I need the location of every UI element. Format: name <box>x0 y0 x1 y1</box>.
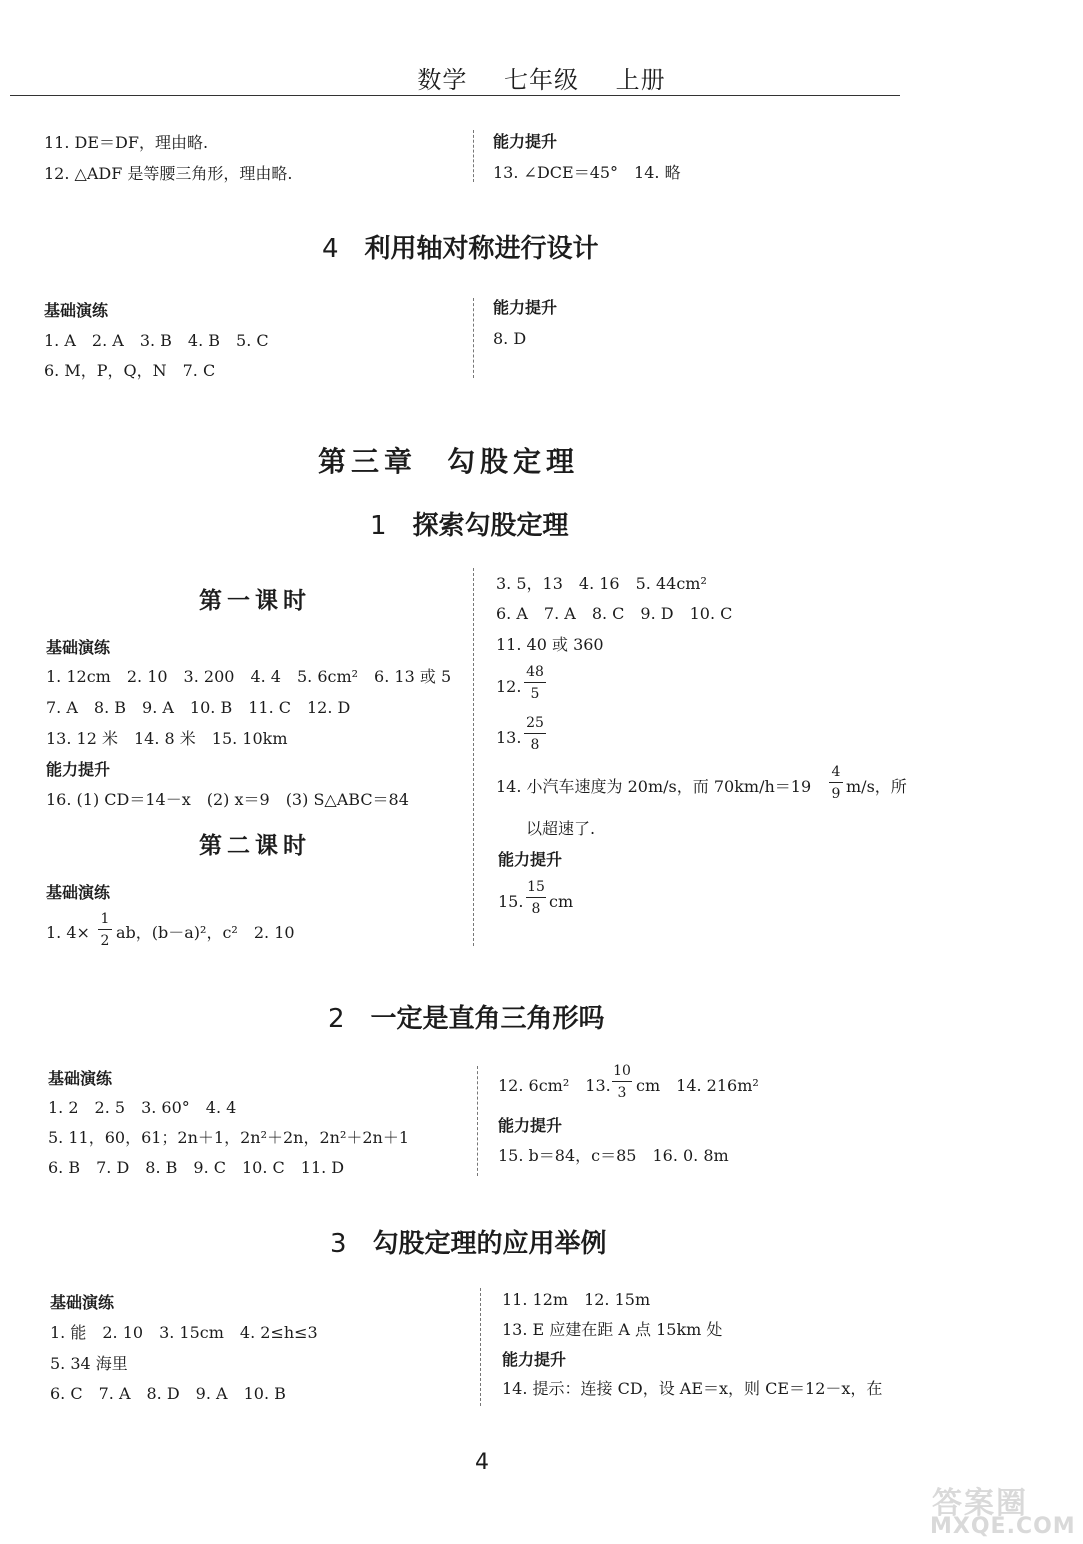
section-label: 能力提升 <box>502 1350 567 1369</box>
chapter-number: 第三章 <box>318 445 418 478</box>
answer-line: 6. M，P，Q，N 7. C <box>44 361 216 380</box>
fraction-bar <box>829 782 843 783</box>
answer-line: 13. ∠DCE＝45° 14. 略 <box>493 163 681 182</box>
fraction-denominator: 9 <box>831 786 841 802</box>
fraction-numerator: 10 <box>613 1063 631 1079</box>
fraction-bar <box>526 897 546 898</box>
section-title-text: 勾股定理的应用举例 <box>372 1229 607 1259</box>
section-label: 基础演练 <box>50 1293 115 1312</box>
section-label: 能力提升 <box>46 760 111 779</box>
section-title <box>330 1227 607 1261</box>
section-label: 基础演练 <box>44 301 109 320</box>
lesson-title: 第二课时 <box>199 832 311 859</box>
section-label: 能力提升 <box>498 850 563 869</box>
section-label: 能力提升 <box>498 1116 563 1135</box>
watermark-logo-text: 答案圈 <box>932 1486 1028 1521</box>
answer-line: 14. 提示：连接 CD，设 AE＝x，则 CE＝12－x，在 <box>502 1379 883 1398</box>
section-number: 3 <box>330 1229 347 1259</box>
answer-line: 15. <box>498 892 524 911</box>
answer-line: 16. (1) CD＝14－x (2) x＝9 (3) S△ABC＝84 <box>46 790 409 809</box>
fraction-numerator: 25 <box>526 715 544 731</box>
answer-line: 13. <box>496 728 522 747</box>
answer-line: 以超速了. <box>526 819 596 838</box>
answer-line: 13. 12 米 14. 8 米 15. 10km <box>46 729 288 748</box>
section-number: 1 <box>370 511 387 541</box>
section-title <box>370 509 569 543</box>
answer-line: 12. 6cm² 13. <box>498 1076 611 1095</box>
section-label: 能力提升 <box>493 132 558 151</box>
column-divider <box>477 1066 478 1176</box>
fraction-bar <box>524 682 546 683</box>
section-number: 4 <box>322 234 339 264</box>
fraction-denominator: 5 <box>530 686 540 702</box>
answer-line: 15. b＝84，c＝85 16. 0. 8m <box>498 1146 729 1165</box>
fraction-bar <box>612 1081 632 1082</box>
watermark-url: MXQE.COM <box>930 1514 1076 1539</box>
section-label: 基础演练 <box>46 883 111 902</box>
header-grade: 七年级 <box>504 66 579 94</box>
fraction-denominator: 8 <box>531 901 541 917</box>
fraction-numerator: 48 <box>526 664 544 680</box>
answer-line: 1. 能 2. 10 3. 15cm 4. 2≤h≤3 <box>50 1323 318 1342</box>
answer-line: 13. E 应建在距 A 点 15km 处 <box>502 1320 723 1339</box>
section-title <box>328 1002 605 1036</box>
fraction-bar <box>98 929 112 930</box>
lesson-title: 第一课时 <box>199 587 311 614</box>
answer-line: 11. 12m 12. 15m <box>502 1290 651 1309</box>
header-divider <box>10 95 900 96</box>
section-title-text: 一定是直角三角形吗 <box>370 1004 605 1034</box>
answer-line: 5. 34 海里 <box>50 1354 128 1373</box>
fraction-denominator: 3 <box>617 1085 627 1101</box>
chapter-name: 勾股定理 <box>447 445 580 478</box>
answer-line: 3. 5，13 4. 16 5. 44cm² <box>496 574 707 593</box>
answer-line: 1. 2 2. 5 3. 60° 4. 4 <box>48 1098 237 1117</box>
answer-line: 6. A 7. A 8. C 9. D 10. C <box>496 604 733 623</box>
section-number: 2 <box>328 1004 345 1034</box>
answer-line: 8. D <box>493 329 527 348</box>
column-divider <box>473 130 474 182</box>
answer-line: 5. 11，60，61；2n＋1，2n²＋2n，2n²＋2n＋1 <box>48 1128 410 1147</box>
section-title-text: 利用轴对称进行设计 <box>364 234 599 264</box>
answer-line: 1. 12cm 2. 10 3. 200 4. 4 5. 6cm² 6. 13 或 5 <box>46 667 452 686</box>
answer-line: 12. <box>496 677 522 696</box>
fraction-numerator: 1 <box>100 911 110 927</box>
header-subject: 数学 <box>417 66 468 94</box>
fraction-bar <box>524 733 546 734</box>
section-title <box>322 232 599 266</box>
fraction-numerator: 15 <box>527 879 545 895</box>
answer-line: 7. A 8. B 9. A 10. B 11. C 12. D <box>46 698 351 717</box>
fraction-denominator: 8 <box>530 737 540 753</box>
fraction-denominator: 2 <box>100 933 110 949</box>
page-number: 4 <box>475 1450 489 1475</box>
answer-line: 6. C 7. A 8. D 9. A 10. B <box>50 1384 286 1403</box>
header-volume: 上册 <box>615 66 666 94</box>
answer-line: cm <box>549 892 574 911</box>
answer-line: ab，(b－a)²，c² 2. 10 <box>116 923 295 942</box>
chapter-title <box>318 444 579 480</box>
answer-line: 11. 40 或 360 <box>496 635 604 654</box>
fraction-numerator: 4 <box>831 764 841 780</box>
column-divider <box>473 568 474 946</box>
answer-line: cm 14. 216m² <box>636 1076 759 1095</box>
answer-line: m/s，所 <box>846 777 907 796</box>
answer-line: 11. DE＝DF，理由略. <box>44 133 209 152</box>
section-label: 基础演练 <box>48 1069 113 1088</box>
column-divider <box>480 1288 481 1406</box>
answer-line: 12. △ADF 是等腰三角形，理由略. <box>44 164 293 183</box>
section-label: 基础演练 <box>46 638 111 657</box>
answer-line: 14. 小汽车速度为 20m/s，而 70km/h＝19 <box>496 777 812 796</box>
page-header <box>0 60 1083 95</box>
section-title-text: 探索勾股定理 <box>412 511 569 541</box>
answer-line: 1. A 2. A 3. B 4. B 5. C <box>44 331 269 350</box>
answer-line: 6. B 7. D 8. B 9. C 10. C 11. D <box>48 1158 345 1177</box>
column-divider <box>473 298 474 378</box>
section-label: 能力提升 <box>493 298 558 317</box>
answer-line: 1. 4× <box>46 923 90 942</box>
